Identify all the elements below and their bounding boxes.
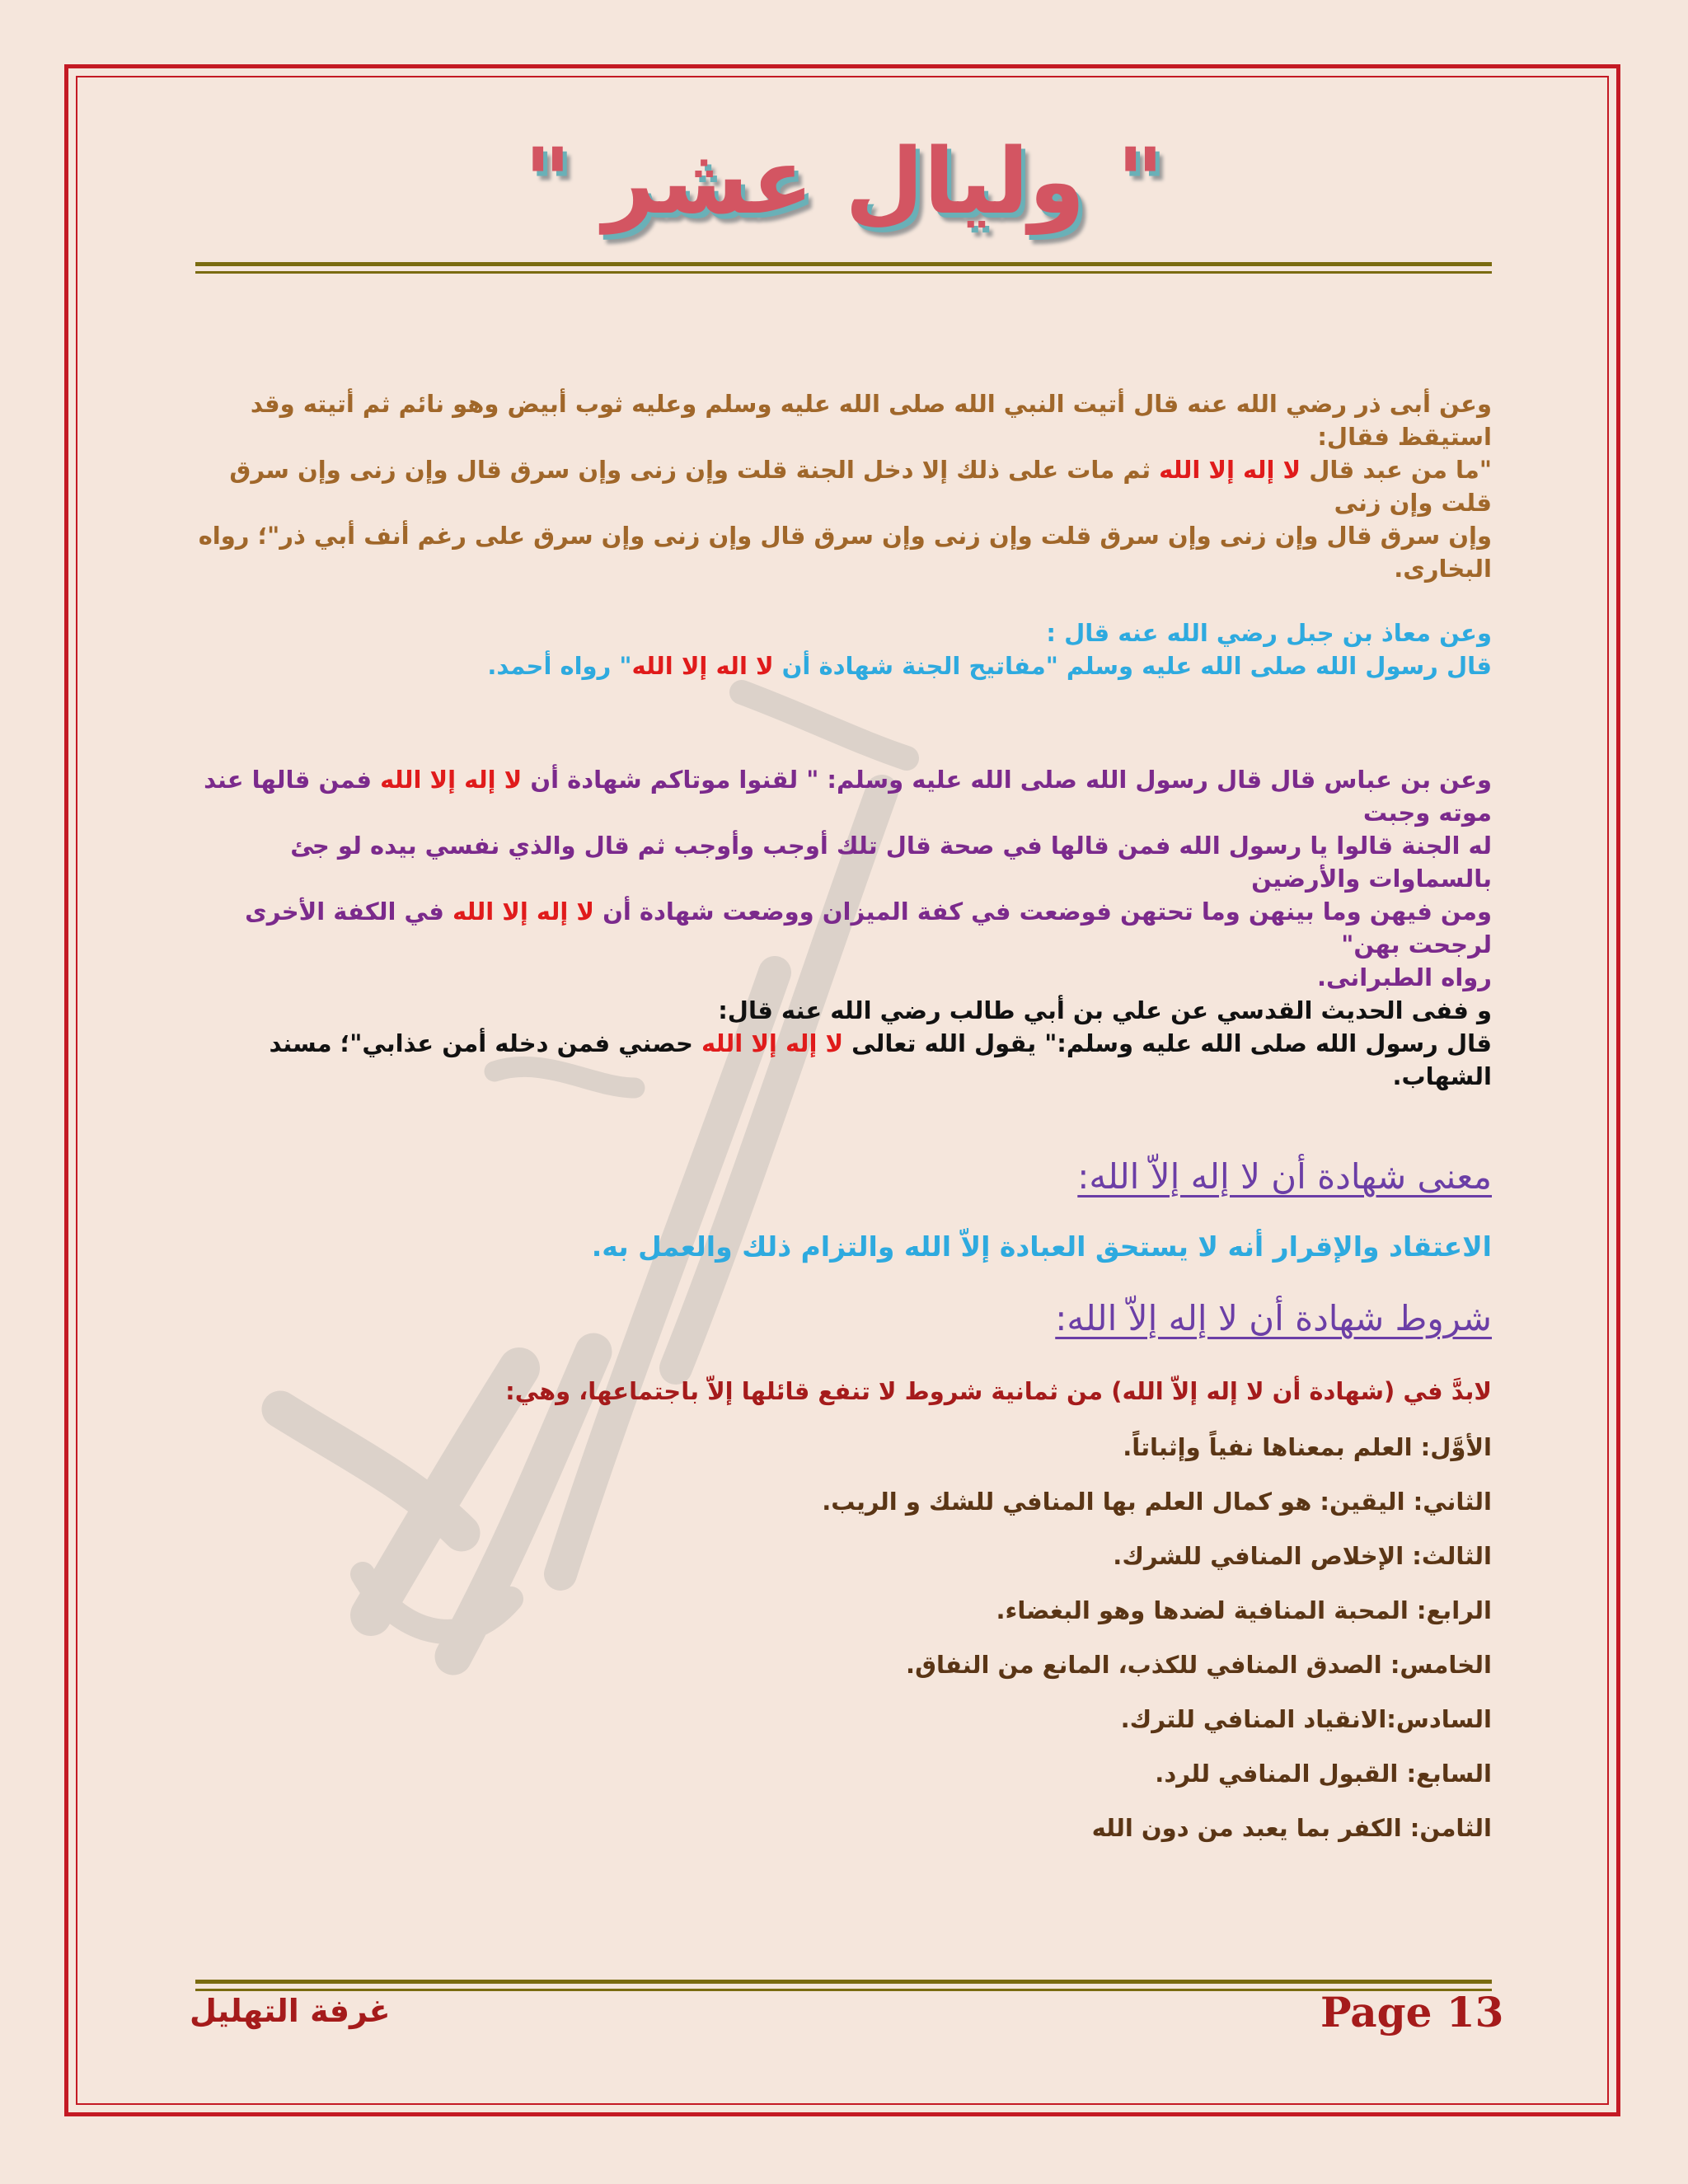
condition-item-5: الخامس: الصدق المنافي للكذب، المانع من النفاق. [906,1651,1492,1679]
hadith-line: رواه الطبرانى. [1316,963,1492,991]
hadith-line: وعن معاذ بن جبل رضي الله عنه قال : [1046,619,1492,647]
hadith-qudsi [198,994,1492,1093]
hadith-line: وعن أبى ذر رضي الله عنه قال أتيت النبي الله صلى الله عليه وسلم وعليه ثوب أبيض وهو نائم ثم أتيته وقد استيقظ فقال: [250,390,1492,451]
hadith-abu-dharr [198,387,1492,585]
page-title: " وليال عشر " [523,129,1165,234]
condition-item-3: الثالث: الإخلاص المنافي للشرك. [1113,1542,1492,1570]
meaning-text: الاعتقاد والإقرار أنه لا يستحق العبادة إلاّ الله والتزام ذلك والعمل به. [591,1230,1492,1263]
conditions-intro: لابدَّ في (شهادة أن لا إله إلاّ الله) من ثمانية شروط لا تنفع قائلها إلاّ باجتماعها، وهي: [505,1377,1492,1405]
page-number: Page 13 [1320,1988,1504,2036]
tahlil-phrase: لا إله إلا الله [452,898,595,926]
meaning-heading: معنى شهادة أن لا إله إلاّ الله: [1077,1156,1492,1197]
condition-item-2: الثاني: اليقين: هو كمال العلم بها المنافي للشك و الريب. [822,1488,1492,1516]
condition-item-7: السابع: القبول المنافي للرد. [1155,1760,1492,1788]
hadith-line: وعن بن عباس قال قال رسول الله صلى الله عليه وسلم: " لقنوا موتاكم شهادة أن لا إله إلا الله فمن قالها عند موته وجبت [204,766,1492,827]
hadith-line: قال رسول الله صلى الله عليه وسلم:" يقول الله تعالى لا إله إلا الله حصني فمن دخله أمن عذابي"؛ مسند الشهاب. [269,1029,1492,1090]
top-divider [195,262,1492,274]
condition-item-4: الرابع: المحبة المنافية لضدها وهو البغضاء. [996,1596,1492,1624]
condition-item-1: الأوَّل: العلم بمعناها نفياً وإثباتاً. [1123,1433,1492,1461]
tahlil-phrase: لا إله إلا الله [701,1029,844,1057]
bottom-divider [195,1980,1492,1991]
hadith-line: و ففى الحديث القدسي عن علي بن أبي طالب رضي الله عنه قال: [718,996,1492,1024]
tahlil-phrase: لا إله إلا الله [380,766,523,794]
hadith-muadh [198,616,1492,682]
hadith-ibn-abbas [198,763,1492,994]
watermark-stroke-6 [742,692,907,758]
tahlil-phrase: لا إله إلا الله [1159,456,1301,484]
condition-item-6: السادس:الانقياد المنافي للترك. [1120,1705,1492,1733]
hadith-line: ومن فيهن وما بينهن وما تحتهن فوضعت في كفة الميزان ووضعت شهادة أن لا إله إلا الله في الكفة الأخرى لرجحت بهن" [245,898,1492,958]
footer-room-name: غرفة التهليل [190,1993,391,2029]
hadith-line: قال رسول الله صلى الله عليه وسلم "مفاتيح الجنة شهادة أن لا اله إلا الله" رواه أحمد. [487,652,1492,680]
conditions-heading: شروط شهادة أن لا إله إلاّ الله: [1055,1298,1492,1338]
hadith-line: "ما من عبد قال لا إله إلا الله ثم مات على ذلك إلا دخل الجنة قلت وإن زنى وإن سرق قال وإن زنى وإن سرق قلت وإن زنى [229,456,1492,517]
tahlil-phrase: لا اله إلا الله [631,652,774,680]
hadith-line: له الجنة قالوا يا رسول الله فمن قالها في صحة قال تلك أوجب وأوجب ثم قال والذي نفسي بيده لو جئ بالسماوات والأرضين [290,832,1492,893]
condition-item-8: الثامن: الكفر بما يعبد من دون الله [1091,1814,1492,1842]
header [0,99,1688,264]
hadith-line: وإن سرق قال وإن زنى وإن سرق قلت وإن زنى وإن سرق قال وإن زنى وإن سرق على رغم أنف أبي ذر"؛ رواه البخارى. [198,522,1492,583]
